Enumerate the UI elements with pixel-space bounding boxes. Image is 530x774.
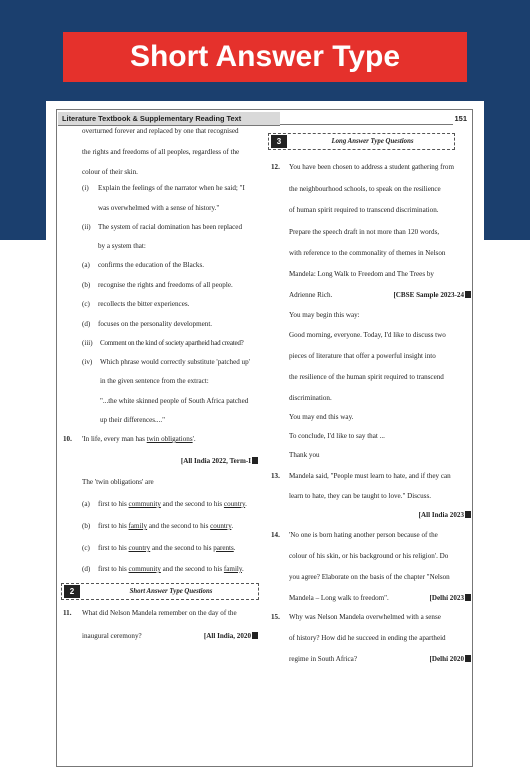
right-column [264, 101, 474, 774]
section-tag-long-answer [268, 133, 455, 150]
quote-line: up their differences...." [100, 416, 166, 424]
speech-line: Good morning, everyone. Today, I'd like to discuss two [289, 331, 446, 339]
option-text: first to his family and the second to his country. [98, 522, 234, 530]
question-number: 12. [271, 163, 280, 171]
source-citation: [CBSE Sample 2023-24 [393, 291, 471, 299]
option-marker: (d) [82, 320, 91, 328]
source-citation: [Delhi 2023 [430, 594, 471, 602]
option-text: first to his community and the second to his country. [98, 500, 247, 508]
item-marker: (ii) [82, 223, 91, 231]
question-text: You have been chosen to address a student gathering from [289, 163, 454, 171]
section-tag-short-answer [61, 583, 259, 600]
book-page [46, 101, 484, 774]
question-number: 14. [271, 531, 280, 539]
item-marker: (i) [82, 184, 89, 192]
question-text: Mandela said, "People must learn to hate, and if they can [289, 472, 451, 480]
question-text: What did Nelson Mandela remember on the day of the [82, 609, 237, 617]
question-text: Mandela – Long walk to freedom". [289, 594, 389, 602]
book-icon [465, 511, 471, 518]
question-text: regime in South Africa? [289, 655, 357, 663]
intro-line: the rights and freedoms of all peoples, regardless of the [82, 148, 240, 156]
book-icon [252, 632, 258, 639]
option-marker: (b) [82, 522, 91, 530]
section-number: 2 [64, 585, 80, 598]
section-banner: Short Answer Type [63, 32, 467, 82]
option-marker: (b) [82, 281, 91, 289]
question-text: Why was Nelson Mandela overwhelmed with a sense [289, 613, 441, 621]
question-text: The 'twin obligations' are [82, 478, 154, 486]
option-marker: (c) [82, 544, 90, 552]
question-text: inaugural ceremony? [82, 632, 142, 640]
instruction-text: You may begin this way: [289, 311, 360, 319]
option-text: first to his community and the second to his family. [98, 565, 244, 573]
question-number: 11. [63, 609, 72, 617]
header-title: Literature Textbook & Supplementary Reading Text [62, 114, 242, 123]
question-line: Which phrase would correctly substitute 'patched up' [100, 358, 250, 366]
question-text: Adrienne Rich. [289, 291, 333, 299]
option-marker: (d) [82, 565, 91, 573]
intro-line: colour of their skin. [82, 168, 138, 176]
speech-line: Thank you [289, 451, 320, 459]
quote-line: "...the white skinned people of South Africa patched [100, 397, 249, 405]
question-number: 15. [271, 613, 280, 621]
book-icon [465, 291, 471, 298]
question-text: you agree? Elaborate on the basis of the chapter "Nelson [289, 573, 450, 581]
option-text: recognise the rights and freedoms of all people. [98, 281, 233, 289]
section-number: 3 [271, 135, 287, 148]
section-title: Short Answer Type Questions [129, 588, 213, 595]
speech-line: pieces of literature that offer a powerful insight into [289, 352, 436, 360]
item-marker: (iii) [82, 339, 93, 347]
question-number: 13. [271, 472, 280, 480]
question-line: by a system that: [98, 242, 146, 250]
question-text: of human spirit required to transcend discrimination. [289, 206, 439, 214]
question-text: 'No one is born hating another person because of the [289, 531, 438, 539]
option-marker: (a) [82, 261, 90, 269]
question-text: of history? How did he succeed in ending the apartheid [289, 634, 446, 642]
speech-line: discrimination. [289, 394, 332, 402]
option-text: focuses on the personality development. [98, 320, 213, 328]
source-citation: [All India 2022, Term-I [181, 457, 258, 465]
instruction-text: You may end this way. [289, 413, 354, 421]
question-text: Mandela: Long Walk to Freedom and The Trees by [289, 270, 434, 278]
option-marker: (c) [82, 300, 90, 308]
question-line: was overwhelmed with a sense of history." [98, 204, 220, 212]
page-number: 151 [454, 114, 467, 123]
item-marker: (iv) [82, 358, 93, 366]
source-citation: [All India 2023 [419, 511, 471, 519]
option-text: first to his country and the second to his parents. [98, 544, 236, 552]
book-icon [252, 457, 258, 464]
question-text: colour of his skin, or his background or his religion'. Do [289, 552, 449, 560]
book-icon [465, 594, 471, 601]
question-line: Comment on the kind of society apartheid had created? [100, 339, 244, 347]
question-line: Explain the feelings of the narrator when he said; "I [98, 184, 245, 192]
speech-line: To conclude, I'd like to say that ... [289, 432, 385, 440]
question-line: The system of racial domination has been replaced [98, 223, 242, 231]
question-text: 'In life, every man has twin obligations'. [82, 435, 196, 443]
question-text: Prepare the speech draft in not more than 120 words, [289, 228, 440, 236]
speech-line: the resilience of the human spirit required to transcend [289, 373, 444, 381]
question-text: with reference to the commonality of themes in Nelson [289, 249, 446, 257]
option-text: confirms the education of the Blacks. [98, 261, 204, 269]
question-line: in the given sentence from the extract: [100, 377, 209, 385]
question-number: 10. [63, 435, 72, 443]
left-column [46, 101, 266, 774]
book-icon [465, 655, 471, 662]
source-citation: [Delhi 2020 [430, 655, 471, 663]
intro-line: overturned forever and replaced by one that recognised [82, 127, 239, 135]
source-citation: [All India, 2020 [204, 632, 258, 640]
question-text: the neighbourhood schools, to speak on the resilience [289, 185, 441, 193]
question-text: learn to hate, they can be taught to love." Discuss. [289, 492, 431, 500]
option-text: recollects the bitter experiences. [98, 300, 190, 308]
section-title: Long Answer Type Questions [331, 138, 414, 145]
option-marker: (a) [82, 500, 90, 508]
